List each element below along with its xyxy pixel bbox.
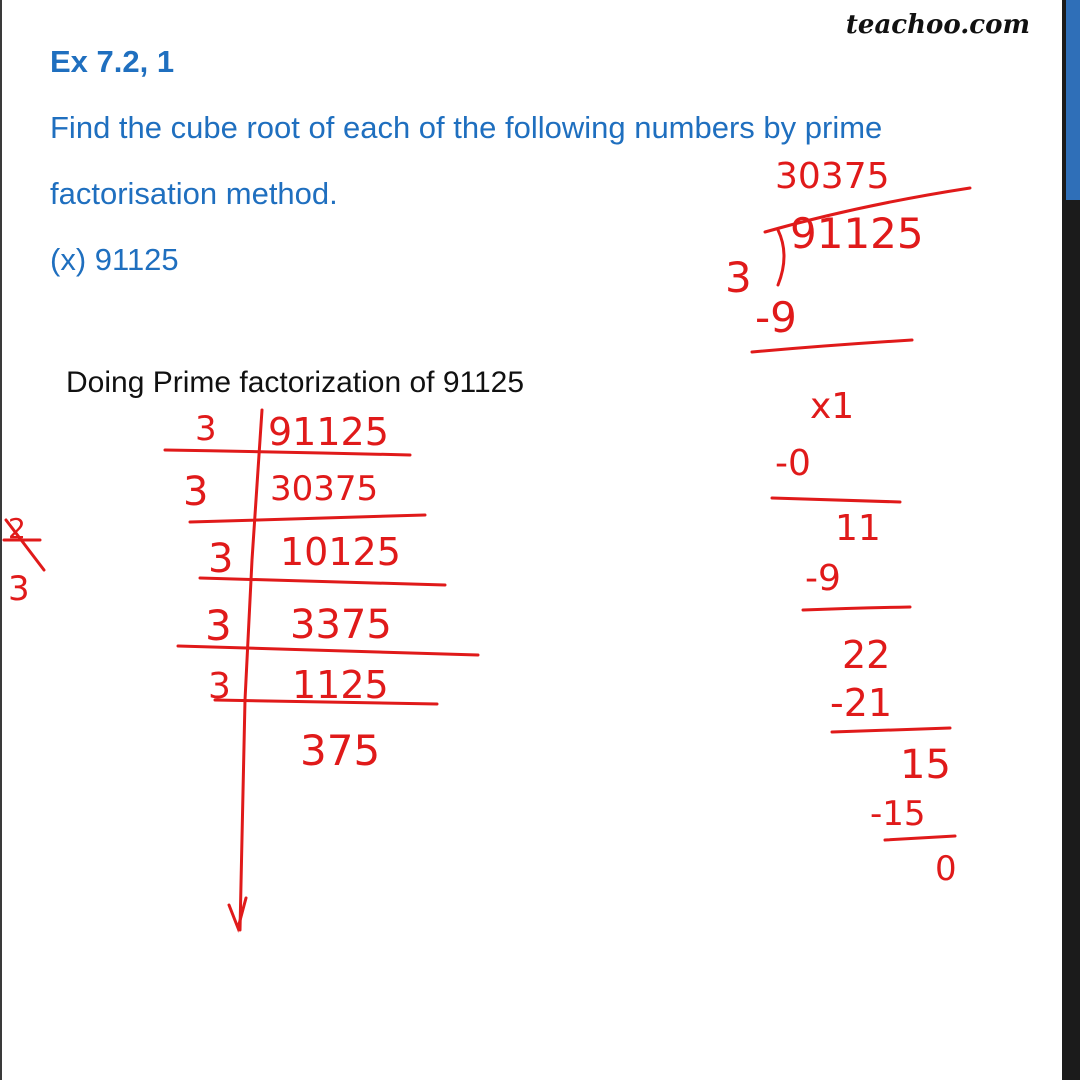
table-arrow <box>229 898 246 928</box>
factor-number-6: 375 <box>300 726 381 775</box>
factor-divisor-2: 3 <box>183 469 209 515</box>
division-step-9: -15 <box>870 794 926 834</box>
division-quotient: 30375 <box>775 156 890 197</box>
division-bracket <box>778 230 784 285</box>
factor-number-5: 1125 <box>292 663 389 707</box>
factor-number-4: 3375 <box>290 602 392 648</box>
division-rule-5 <box>885 836 955 840</box>
division-rule-4 <box>832 728 950 732</box>
factor-number-2: 30375 <box>270 469 379 509</box>
question-text-line-1: Find the cube root of each of the following numbers by prime <box>50 110 883 145</box>
division-rule-3 <box>803 607 910 610</box>
side-note-bottom: 3 <box>8 569 30 609</box>
division-step-10: 0 <box>935 849 957 889</box>
brand-logo: teachoo.com <box>845 10 1030 40</box>
division-rule-2 <box>772 498 900 502</box>
division-step-7: -21 <box>830 681 893 725</box>
division-step-4: 11 <box>835 508 881 549</box>
solution-heading: Doing Prime factorization of 91125 <box>66 366 525 399</box>
division-step-6: 22 <box>842 633 891 677</box>
side-note-top: 2 <box>8 512 26 545</box>
factor-number-1: 91125 <box>268 410 389 454</box>
factor-divisor-1: 3 <box>195 409 217 449</box>
division-step-8: 15 <box>900 742 951 788</box>
factor-divisor-5: 3 <box>208 666 231 707</box>
factor-number-3: 10125 <box>280 530 401 574</box>
table-rule-2 <box>190 515 425 522</box>
table-rule-3 <box>200 578 445 585</box>
question-text-line-2: factorisation method. <box>50 176 338 211</box>
division-dividend: 91125 <box>790 209 924 258</box>
division-divisor: 3 <box>725 253 752 302</box>
factor-divisor-3: 3 <box>208 536 234 582</box>
division-step-3: -0 <box>775 443 811 484</box>
question-title: Ex 7.2, 1 <box>50 44 175 79</box>
factor-divisor-4: 3 <box>205 601 232 650</box>
division-step-5: -9 <box>805 558 841 599</box>
table-vertical-line <box>240 410 262 930</box>
scrollbar-thumb[interactable] <box>1066 0 1080 200</box>
division-step-1: -9 <box>755 293 797 342</box>
question-part: (x) 91125 <box>50 242 179 277</box>
division-step-2: x1 <box>810 386 855 427</box>
